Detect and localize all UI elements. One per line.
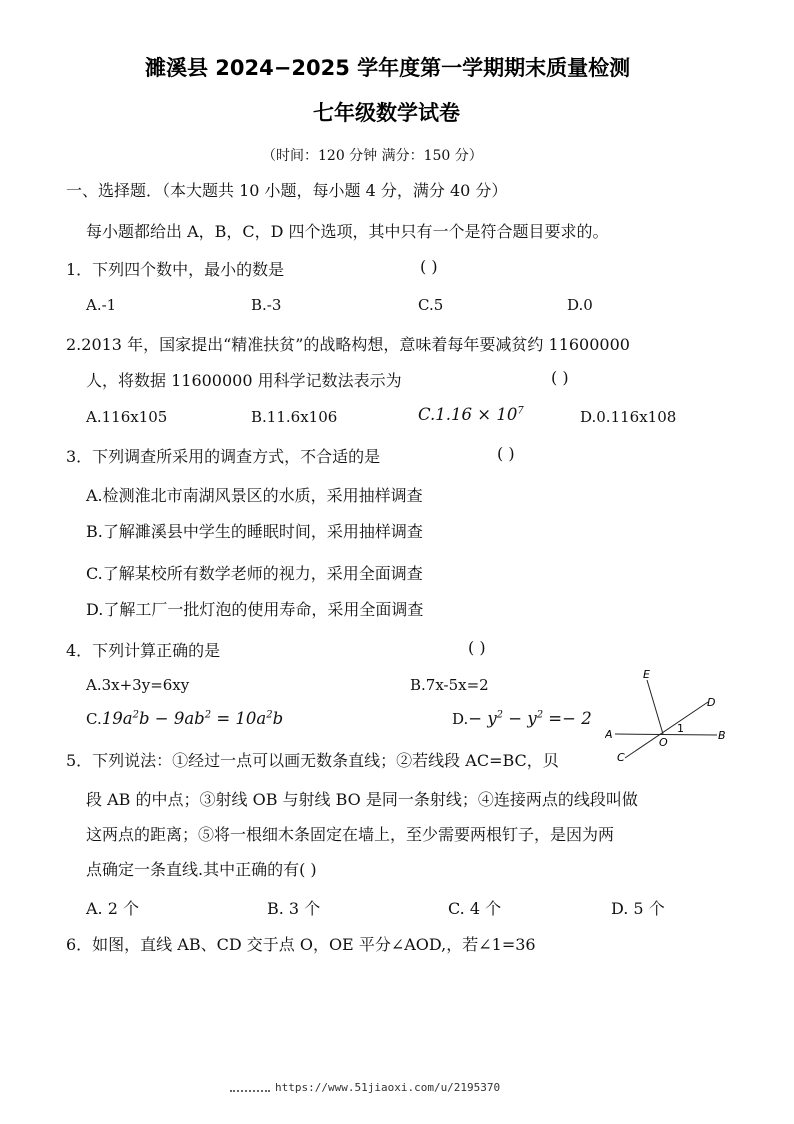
label-o: O — [659, 736, 668, 749]
q1-option-b: B.-3 — [251, 296, 282, 314]
q4-option-c — [86, 709, 283, 728]
line-ab — [615, 734, 717, 735]
label-angle-1: 1 — [677, 722, 684, 735]
q3-option-a: A.检测淮北市南湖风景区的水质，采用抽样调查 — [86, 486, 423, 505]
section-heading: 一、选择题．（本大题共 10 小题，每小题 4 分，满分 40 分） — [66, 181, 508, 200]
label-b: B — [718, 729, 726, 742]
label-a: A — [605, 728, 613, 741]
q4-answer-paren: ( ) — [468, 638, 486, 657]
line-cd — [625, 702, 708, 758]
q2-option-b: B.11.6x106 — [251, 408, 338, 426]
geometry-figure — [605, 662, 735, 767]
q5-option-c: C. 4 个 — [448, 899, 502, 918]
q1-stem: 1．下列四个数中，最小的数是 — [66, 260, 285, 279]
exam-title: 濉溪县 2024−2025 学年度第一学期期末质量检测 — [145, 56, 631, 80]
q5-line1: 5．下列说法：①经过一点可以画无数条直线；②若线段 AC=BC，贝 — [66, 751, 559, 770]
q5-option-a: A. 2 个 — [86, 899, 139, 918]
q5-line2: 段 AB 的中点；③射线 OB 与射线 BO 是同一条射线；④连接两点的线段叫做 — [86, 790, 638, 809]
ray-oe — [647, 680, 663, 734]
q1-answer-paren: ( ) — [420, 257, 438, 276]
q4-option-d — [452, 709, 602, 728]
q2-stem-line2: 人，将数据 11600000 用科学记数法表示为 — [86, 371, 402, 390]
q2-stem-line1: 2.2013 年，国家提出“精准扶贫”的战略构想，意味着每年要减贫约 11600000 — [66, 335, 630, 354]
q2-option-a: A.116x105 — [86, 408, 168, 426]
q3-stem: 3．下列调查所采用的调查方式，不合适的是 — [66, 447, 381, 466]
q5-option-d: D. 5 个 — [611, 899, 665, 918]
label-e: E — [643, 668, 650, 681]
q2-option-c-exponent: 7 — [517, 405, 524, 417]
q5-line4: 点确定一条直线.其中正确的有( ) — [86, 860, 317, 879]
q1-option-d: D.0 — [567, 296, 593, 314]
label-c: C — [617, 751, 625, 764]
q3-answer-paren: ( ) — [497, 444, 515, 463]
q2-option-c-base: C.1.16 × 10 — [418, 405, 518, 424]
q4-option-a: A.3x+3y=6xy — [86, 676, 190, 694]
q4-option-d-expr: − $y^2 - y^2 =- 2$ — [468, 709, 592, 728]
exam-info: （时间：120 分钟 满分：150 分） — [262, 148, 483, 164]
q2-option-d: D.0.116x108 — [580, 408, 677, 426]
q5-option-b: B. 3 个 — [267, 899, 321, 918]
q2-answer-paren: ( ) — [551, 368, 569, 387]
q6-stem: 6．如图，直线 AB、CD 交于点 O，OE 平分∠AOD,，若∠1=36 — [66, 935, 536, 954]
exam-subtitle: 七年级数学试卷 — [313, 101, 460, 125]
q4-option-c-letter: C. — [86, 710, 102, 728]
section-instruction: 每小题都给出 A，B，C，D 四个选项，其中只有一个是符合题目要求的。 — [86, 222, 609, 241]
q3-option-b: B.了解濉溪县中学生的睡眠时间，采用抽样调查 — [86, 522, 423, 541]
q3-option-d: D.了解工厂一批灯泡的使用寿命，采用全面调查 — [86, 600, 424, 619]
q1-option-c: C.5 — [418, 296, 444, 314]
q4-option-b: B.7x-5x=2 — [410, 676, 489, 694]
q2-option-c — [418, 405, 524, 424]
q4-stem: 4．下列计算正确的是 — [66, 641, 221, 660]
q4-option-c-expr: $19a^2b - 9ab^2 = 10a^2b$ — [101, 709, 284, 728]
label-d: D — [707, 696, 716, 709]
q3-option-c: C.了解某校所有数学老师的视力，采用全面调查 — [86, 564, 423, 583]
footer-url[interactable]: https://www.51jiaoxi.com/u/2195370 — [275, 1081, 501, 1094]
q4-option-d-letter: D. — [452, 710, 469, 728]
q1-option-a: A.-1 — [86, 296, 117, 314]
footer-logo — [230, 1082, 270, 1095]
q5-line3: 这两点的距离；⑤将一根细木条固定在墙上，至少需要两根钉子，是因为两 — [86, 825, 615, 844]
